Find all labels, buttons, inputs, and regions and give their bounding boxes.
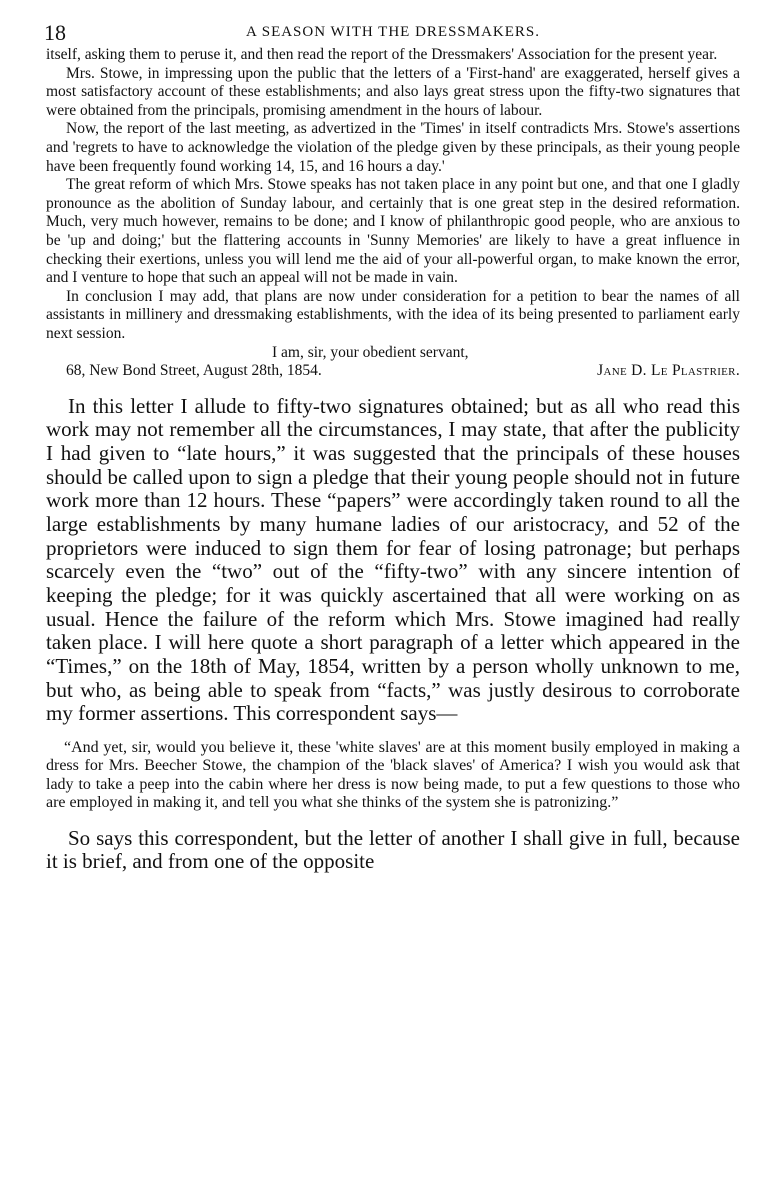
page-header [46, 18, 740, 46]
letter-paragraph: Now, the report of the last meeting, as advertized in the 'Times' in itself contradicts Mrs. Stowe's assertions and 'regrets to have to acknowledge the violation of the pledge given by these principals, as their young people have been frequently found working 14, 15, and 16 hours a day.' [46, 120, 740, 175]
running-title: A SEASON WITH THE DRESSMAKERS. [245, 24, 541, 40]
body-paragraph: In this letter I allude to fifty-two signatures obtained; but as all who read this work may not remember all the circumstances, I may state, that after the publicity I had given to “late hours,” it was suggested that the principals of these houses should be called upon to sign a pledge that their young people should not in future work more than 12 hours. These “papers” were accordingly taken round to all the large establishments by many humane ladies of our aristocracy, and 52 of the proprietors were induced to sign them for fear of losing patronage; but perhaps scarcely even the “two” out of the “fifty-two” with any sincere intention of keeping the pledge; for it was quickly ascertained that all were working on as usual. Hence the failure of the reform which Mrs. Stowe imagined had really taken place. I will here quote a short paragraph of a letter which appeared in the “Times,” on the 18th of May, 1854, written by a person wholly unknown to me, but who, as being able to speak from “facts,” was justly desirous to corroborate my former assertions. This correspondent says— [46, 393, 740, 726]
quoted-letter [46, 46, 740, 381]
letter-paragraph: Mrs. Stowe, in impressing upon the public that the letters of a 'First-hand' are exaggerated, herself gives a most satisfactory account of these establishments; and also lays great stress upon the fifty-two signatures that were obtained from the principals, promising amendment in the hours of labour. [46, 64, 740, 119]
main-text [46, 395, 740, 726]
letter-closing: I am, sir, your obedient servant, [272, 343, 469, 361]
letter-signature: Jane D. Le Plastrier. [597, 362, 740, 380]
letter-signature-line [46, 362, 740, 381]
times-quote [46, 739, 740, 813]
page-number: 18 [44, 20, 66, 45]
letter-address-date: 68, New Bond Street, August 28th, 1854. [66, 362, 322, 380]
closing-text [46, 827, 740, 874]
letter-paragraph: itself, asking them to peruse it, and then read the report of the Dressmakers' Association for the present year. [46, 46, 718, 63]
letter-paragraph: In conclusion I may add, that plans are now under consideration for a petition to bear the names of all assistants in millinery and dressmaking establishments, with the idea of its being presented to parliament early next session. [46, 287, 740, 342]
letter-paragraph: The great reform of which Mrs. Stowe speaks has not taken place in any point but one, and that one I gladly pronounce as the abolition of Sunday labour, and certainly that is one great step in the desired reformation. Much, very much however, remains to be done; and I know of philanthropic good people, who are anxious to be 'up and doing;' but the flattering accounts in 'Sunny Memories' are likely to have a great influence in checking their exertions, unless you will lend me the aid of your all-powerful organ, to make known the error, and I venture to hope that such an appeal will not be made in vain. [46, 176, 740, 287]
closing-paragraph: So says this correspondent, but the letter of another I shall give in full, because it is brief, and from one of the opposite [46, 825, 740, 874]
quote-text: “And yet, sir, would you believe it, these 'white slaves' are at this moment busily employed in making a dress for Mrs. Beecher Stowe, the champion of the 'black slaves' of America? I wish you would ask that lady to take a peep into the cabin where her dress is now being made, to put a few questions to those who are employed in making it, and tell you what she thinks of the system she is patronizing.” [46, 738, 740, 812]
book-page [46, 18, 740, 874]
